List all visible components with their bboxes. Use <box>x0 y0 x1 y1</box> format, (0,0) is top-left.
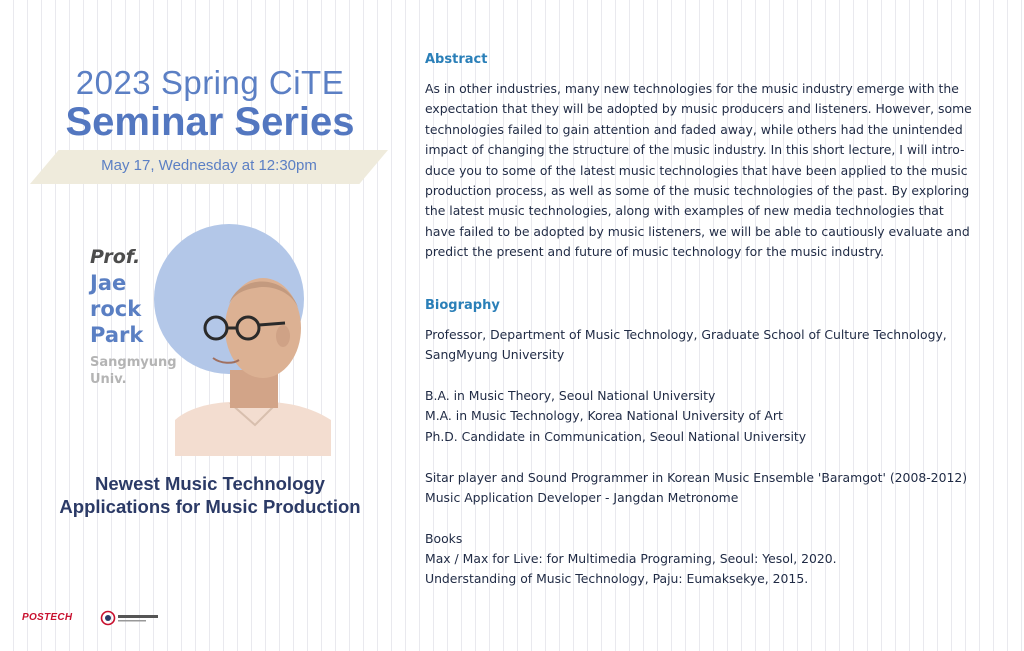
abstract-line: expectation that they will be adopted by music producers and listeners. However, some <box>425 101 972 117</box>
speaker-affiliation-line: Univ. <box>90 372 127 387</box>
talk-title-line: Newest Music Technology <box>95 473 325 494</box>
abstract-text <box>425 79 991 263</box>
bio-activity-line: Music Application Developer - Jangdan Metronome <box>425 490 739 505</box>
speaker-affiliation <box>90 354 190 388</box>
series-title: Seminar Series <box>65 100 355 144</box>
bio-books-heading: Books <box>425 531 463 546</box>
left-panel <box>0 0 400 651</box>
talk-title <box>0 472 420 518</box>
speaker-name-line: rock <box>90 297 142 321</box>
bio-position-line: SangMyung University <box>425 347 565 362</box>
speaker-title: Prof. <box>90 246 141 268</box>
abstract-line: As in other industries, many new technologies for the music industry emerge with the <box>425 81 959 96</box>
bio-book-line: Max / Max for Live: for Multimedia Programing, Seoul: Yesol, 2020. <box>425 551 837 566</box>
abstract-line: production process, as well as some of the music technologies of the past. By exploring <box>425 183 970 199</box>
abstract-line: technologies failed to gain attention and faded away, while others had the unintended <box>425 121 963 137</box>
bio-education-line: B.A. in Music Theory, Seoul National University <box>425 388 716 403</box>
biography-heading: Biography <box>425 298 500 313</box>
right-panel <box>425 0 995 651</box>
series-year: 2023 Spring CiTE <box>75 64 345 101</box>
cite-logo <box>100 610 162 626</box>
abstract-line: duce you to some of the latest music technologies that have been applied to the music <box>425 162 968 178</box>
abstract-line: predict the present and future of music technology for the music industry. <box>425 244 885 260</box>
bio-education-line: M.A. in Music Technology, Korea National University of Art <box>425 408 783 423</box>
bio-activity-line: Sitar player and Sound Programmer in Korean Music Ensemble 'Baramgot' (2008-2012) <box>425 470 968 485</box>
speaker-name-line: Jae <box>90 271 127 295</box>
speaker-name-line: Park <box>90 323 144 347</box>
abstract-line: have failed to be adopted by music listeners, we will be able to cautiously evaluate and <box>425 223 970 239</box>
speaker-name <box>90 270 170 348</box>
seminar-date: May 17, Wednesday at 12:30pm <box>101 157 317 174</box>
abstract-line: impact of changing the structure of the music industry. In this short lecture, I will intro- <box>425 142 965 158</box>
bio-position-line: Professor, Department of Music Technology, Graduate School of Culture Technology, <box>425 327 947 342</box>
abstract-heading: Abstract <box>425 52 488 67</box>
abstract-line: the latest music technologies, along with examples of new media technologies that <box>425 203 944 219</box>
bio-education-line: Ph.D. Candidate in Communication, Seoul National University <box>425 429 807 444</box>
speaker-affiliation-line: Sangmyung <box>90 355 177 370</box>
postech-logo: POSTECH <box>22 612 73 623</box>
talk-title-line: Applications for Music Production <box>59 496 361 517</box>
speaker-photo <box>175 270 331 456</box>
bio-book-line: Understanding of Music Technology, Paju: Eumaksekye, 2015. <box>425 571 809 586</box>
